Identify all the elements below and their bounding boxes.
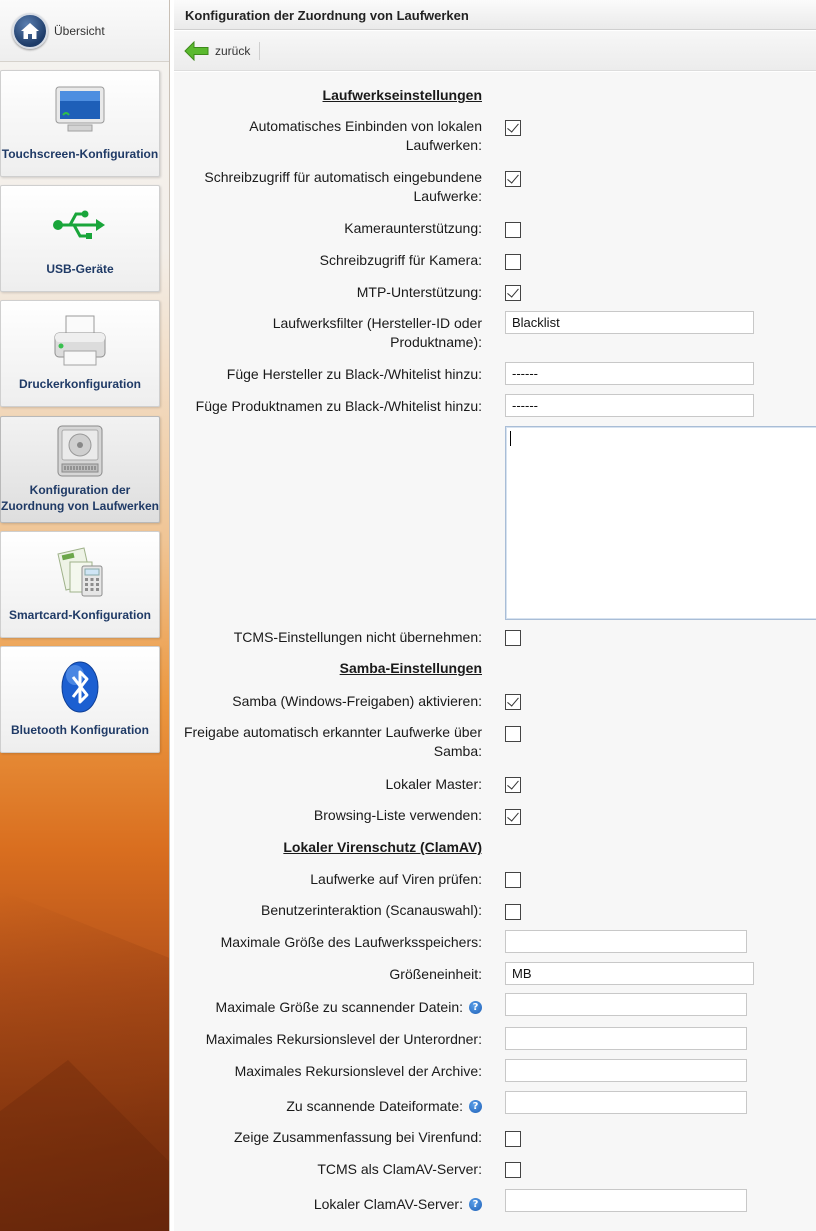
- write-access-auto-checkbox[interactable]: [505, 171, 521, 187]
- text-caret: [510, 431, 511, 446]
- max-drive-size-label: Maximale Größe des Laufwerksspeichers:: [220, 934, 482, 950]
- file-formats-label: Zu scannende Dateiformate:: [286, 1098, 463, 1114]
- local-master-label: Lokaler Master:: [385, 776, 482, 792]
- samba-share-auto-label: Freigabe automatisch erkannter Laufwerke über Samba:: [183, 724, 482, 759]
- sidebar-item-label: Konfiguration der Zuordnung von Laufwerken: [1, 483, 159, 513]
- add-product-label: Füge Produktnamen zu Black-/Whitelist hinzu:: [195, 398, 482, 414]
- sidebar: [0, 0, 170, 1231]
- camera-write-checkbox[interactable]: [505, 254, 521, 270]
- local-master-checkbox[interactable]: [505, 777, 521, 793]
- add-vendor-select[interactable]: ------: [505, 362, 754, 385]
- max-drive-size-input[interactable]: [505, 930, 747, 953]
- drive-settings-form: [174, 72, 816, 1231]
- scan-drives-checkbox[interactable]: [505, 872, 521, 888]
- section-title-clamav: Lokaler Virenschutz (ClamAV): [283, 839, 482, 855]
- tcms-ignore-checkbox[interactable]: [505, 630, 521, 646]
- max-recursion-archives-input[interactable]: [505, 1059, 747, 1082]
- write-access-auto-label: Schreibzugriff für automatisch eingebundene Laufwerke:: [204, 169, 482, 204]
- camera-support-checkbox[interactable]: [505, 222, 521, 238]
- arrow-left-icon: [184, 41, 210, 61]
- add-vendor-label: Füge Hersteller zu Black-/Whitelist hinzu:: [226, 366, 482, 382]
- drive-filter-select[interactable]: Blacklist: [505, 311, 754, 334]
- mtp-support-checkbox[interactable]: [505, 285, 521, 301]
- back-button[interactable]: [184, 41, 250, 61]
- tcms-clamav-label: TCMS als ClamAV-Server:: [317, 1161, 482, 1177]
- auto-mount-label: Automatisches Einbinden von lokalen Laufwerken:: [249, 118, 482, 153]
- max-file-size-input[interactable]: [505, 993, 747, 1016]
- max-file-size-label: Maximale Größe zu scannender Datein:: [215, 999, 463, 1015]
- size-unit-label: Größeneinheit:: [389, 966, 482, 982]
- smartcard-icon: [52, 544, 108, 604]
- overview-button[interactable]: [0, 0, 170, 62]
- auto-mount-checkbox[interactable]: [505, 120, 521, 136]
- mtp-support-label: MTP-Unterstützung:: [356, 284, 482, 300]
- help-icon[interactable]: ?: [469, 1100, 482, 1113]
- browsing-list-label: Browsing-Liste verwenden:: [313, 807, 482, 823]
- overview-label: Übersicht: [54, 23, 105, 38]
- back-label: zurück: [215, 43, 251, 58]
- file-formats-row: [182, 1097, 482, 1116]
- user-interaction-checkbox[interactable]: [505, 904, 521, 920]
- sidebar-item-usb[interactable]: [0, 185, 160, 292]
- home-icon: [12, 13, 48, 49]
- scan-drives-label: Laufwerke auf Viren prüfen:: [310, 871, 482, 887]
- camera-write-label: Schreibzugriff für Kamera:: [319, 252, 482, 268]
- max-file-size-row: [182, 998, 482, 1017]
- samba-enable-label: Samba (Windows-Freigaben) aktivieren:: [232, 693, 482, 709]
- sidebar-item-label: Touchscreen-Konfiguration: [1, 147, 159, 161]
- tcms-ignore-label: TCMS-Einstellungen nicht übernehmen:: [233, 629, 482, 645]
- sidebar-item-drive-mapping[interactable]: [0, 416, 160, 523]
- help-icon[interactable]: ?: [469, 1198, 482, 1211]
- toolbar-divider: [259, 42, 260, 60]
- main-panel: [174, 0, 816, 1231]
- show-summary-checkbox[interactable]: [505, 1131, 521, 1147]
- page-title: Konfiguration der Zuordnung von Laufwerken: [174, 0, 816, 30]
- sidebar-item-smartcard[interactable]: [0, 531, 160, 638]
- section-title-drives: Laufwerkseinstellungen: [322, 87, 482, 103]
- printer-icon: [51, 313, 109, 373]
- local-clamav-server-input[interactable]: [505, 1189, 747, 1212]
- sidebar-item-printer[interactable]: [0, 300, 160, 407]
- sidebar-item-bluetooth[interactable]: [0, 646, 160, 753]
- user-interaction-label: Benutzerinteraktion (Scanauswahl):: [260, 902, 482, 918]
- sidebar-item-label: Druckerkonfiguration: [18, 377, 141, 391]
- camera-support-label: Kameraunterstützung:: [344, 220, 482, 236]
- local-clamav-server-label: Lokaler ClamAV-Server:: [313, 1196, 463, 1212]
- toolbar: [174, 31, 816, 71]
- max-recursion-dirs-input[interactable]: [505, 1027, 747, 1050]
- drive-filter-label: Laufwerksfilter (Hersteller-ID oder Produktname):: [272, 315, 482, 350]
- add-product-select[interactable]: ------: [505, 394, 754, 417]
- usb-icon: [52, 208, 108, 246]
- sidebar-item-label: Smartcard-Konfiguration: [8, 608, 151, 622]
- tcms-clamav-checkbox[interactable]: [505, 1162, 521, 1178]
- samba-enable-checkbox[interactable]: [505, 694, 521, 710]
- size-unit-select[interactable]: MB: [505, 962, 754, 985]
- show-summary-label: Zeige Zusammenfassung bei Virenfund:: [234, 1129, 482, 1145]
- sidebar-item-label: USB-Geräte: [46, 262, 114, 276]
- file-formats-input[interactable]: [505, 1091, 747, 1114]
- sidebar-item-touchscreen[interactable]: [0, 70, 160, 177]
- samba-share-auto-checkbox[interactable]: [505, 726, 521, 742]
- bluetooth-icon: [60, 661, 100, 717]
- section-title-samba: Samba-Einstellungen: [339, 660, 482, 676]
- monitor-icon: [53, 83, 107, 141]
- sidebar-item-label: Bluetooth Konfiguration: [11, 723, 149, 737]
- local-clamav-server-row: [182, 1195, 482, 1214]
- help-icon[interactable]: ?: [469, 1001, 482, 1014]
- browsing-list-checkbox[interactable]: [505, 809, 521, 825]
- drive-icon: [54, 423, 106, 483]
- blacklist-textarea[interactable]: [505, 426, 816, 620]
- max-recursion-archives-label: Maximales Rekursionslevel der Archive:: [234, 1063, 482, 1079]
- max-recursion-dirs-label: Maximales Rekursionslevel der Unterordner:: [205, 1031, 482, 1047]
